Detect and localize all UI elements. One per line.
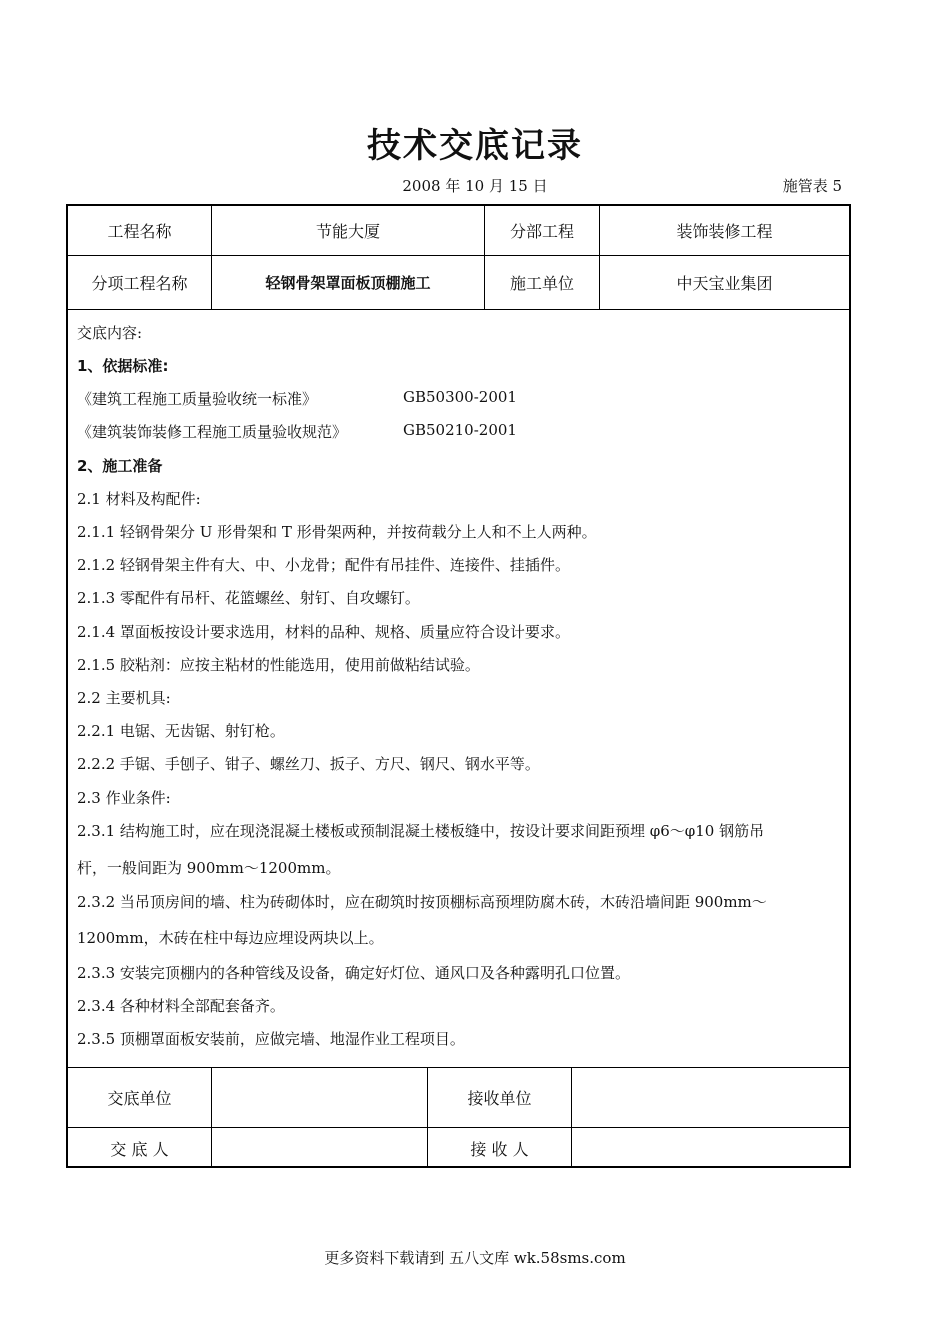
project-name-label: 工程名称 — [107, 222, 172, 241]
content-line: 2.3.3 安装完顶棚内的各种管线及设备，确定好灯位、通风口及各种露明孔口位置。 — [77, 964, 630, 982]
briefing-content — [68, 310, 849, 1068]
content-line: 2.3 作业条件: — [77, 789, 171, 807]
signoff-row-persons — [68, 1128, 849, 1168]
content-line: 2.1 材料及构配件: — [77, 490, 201, 508]
signoff-row-units — [68, 1068, 849, 1128]
issuer-unit-field[interactable] — [211, 1068, 427, 1127]
receiver-label: 接 收 人 — [427, 1128, 571, 1168]
header-row-subitem — [68, 256, 849, 310]
receiver-unit-field[interactable] — [571, 1068, 849, 1127]
content-line: 2.1.1 轻钢骨架分 U 形骨架和 T 形骨架两种，并按荷载分上人和不上人两种。 — [77, 523, 597, 541]
header-row-project — [68, 206, 849, 256]
content-line: 1200mm，木砖在柱中每边应埋设两块以上。 — [77, 929, 384, 947]
record-date: 2008 年 10 月 15 日 — [402, 177, 548, 195]
record-form — [66, 204, 851, 1168]
division-value: 装饰装修工程 — [599, 206, 849, 255]
standard-code: GB50210-2001 — [403, 421, 517, 439]
division-label: 分部工程 — [484, 206, 599, 255]
standard-code: GB50300-2001 — [403, 388, 517, 406]
section-preparation-heading: 2、施工准备 — [77, 457, 163, 475]
form-number: 施管表 5 — [782, 177, 842, 195]
standard-item — [77, 388, 517, 409]
issuer-label: 交 底 人 — [110, 1139, 169, 1159]
footer-note: 更多资料下载请到 五八文库 wk.58sms.com — [324, 1249, 626, 1267]
receiver-field[interactable] — [571, 1128, 849, 1168]
content-line: 2.3.1 结构施工时，应在现浇混凝土楼板或预制混凝土楼板缝中，按设计要求间距预埋 φ6～φ10 钢筋吊 — [77, 822, 765, 840]
receiver-unit-label: 接收单位 — [427, 1068, 571, 1127]
contractor-value: 中天宝业集团 — [599, 256, 849, 309]
content-line: 2.3.2 当吊顶房间的墙、柱为砖砌体时，应在砌筑时按顶棚标高预埋防腐木砖，木砖沿墙间距 900mm～ — [77, 893, 767, 911]
standard-name: 《建筑装饰装修工程施工质量验收规范》 — [77, 423, 348, 441]
content-line: 杆，一般间距为 900mm～1200mm。 — [77, 859, 341, 877]
subitem-value: 轻钢骨架罩面板顶棚施工 — [211, 256, 484, 309]
project-name-value: 节能大厦 — [211, 206, 484, 255]
section-standards-heading: 1、依据标准: — [77, 357, 169, 375]
content-line: 2.1.5 胶粘剂：应按主粘材的性能选用，使用前做粘结试验。 — [77, 656, 480, 674]
issuer-field[interactable] — [211, 1128, 427, 1168]
content-line: 2.1.4 罩面板按设计要求选用，材料的品种、规格、质量应符合设计要求。 — [77, 623, 570, 641]
content-line: 2.1.3 零配件有吊杆、花篮螺丝、射钉、自攻螺钉。 — [77, 589, 420, 607]
subitem-label: 分项工程名称 — [91, 274, 188, 293]
content-line: 2.3.5 顶棚罩面板安装前，应做完墙、地湿作业工程项目。 — [77, 1030, 465, 1048]
content-line: 2.2.1 电锯、无齿锯、射钉枪。 — [77, 722, 285, 740]
contractor-label: 施工单位 — [484, 256, 599, 309]
standard-item — [77, 421, 517, 442]
standard-name: 《建筑工程施工质量验收统一标准》 — [77, 390, 318, 408]
page-title: 技术交底记录 — [367, 126, 583, 166]
content-intro: 交底内容: — [77, 324, 143, 342]
issuer-unit-label: 交底单位 — [107, 1089, 172, 1108]
content-line: 2.2.2 手锯、手刨子、钳子、螺丝刀、扳子、方尺、钢尺、钢水平等。 — [77, 755, 540, 773]
content-line: 2.2 主要机具: — [77, 689, 171, 707]
content-line: 2.1.2 轻钢骨架主件有大、中、小龙骨；配件有吊挂件、连接件、挂插件。 — [77, 556, 570, 574]
content-line: 2.3.4 各种材料全部配套备齐。 — [77, 997, 285, 1015]
